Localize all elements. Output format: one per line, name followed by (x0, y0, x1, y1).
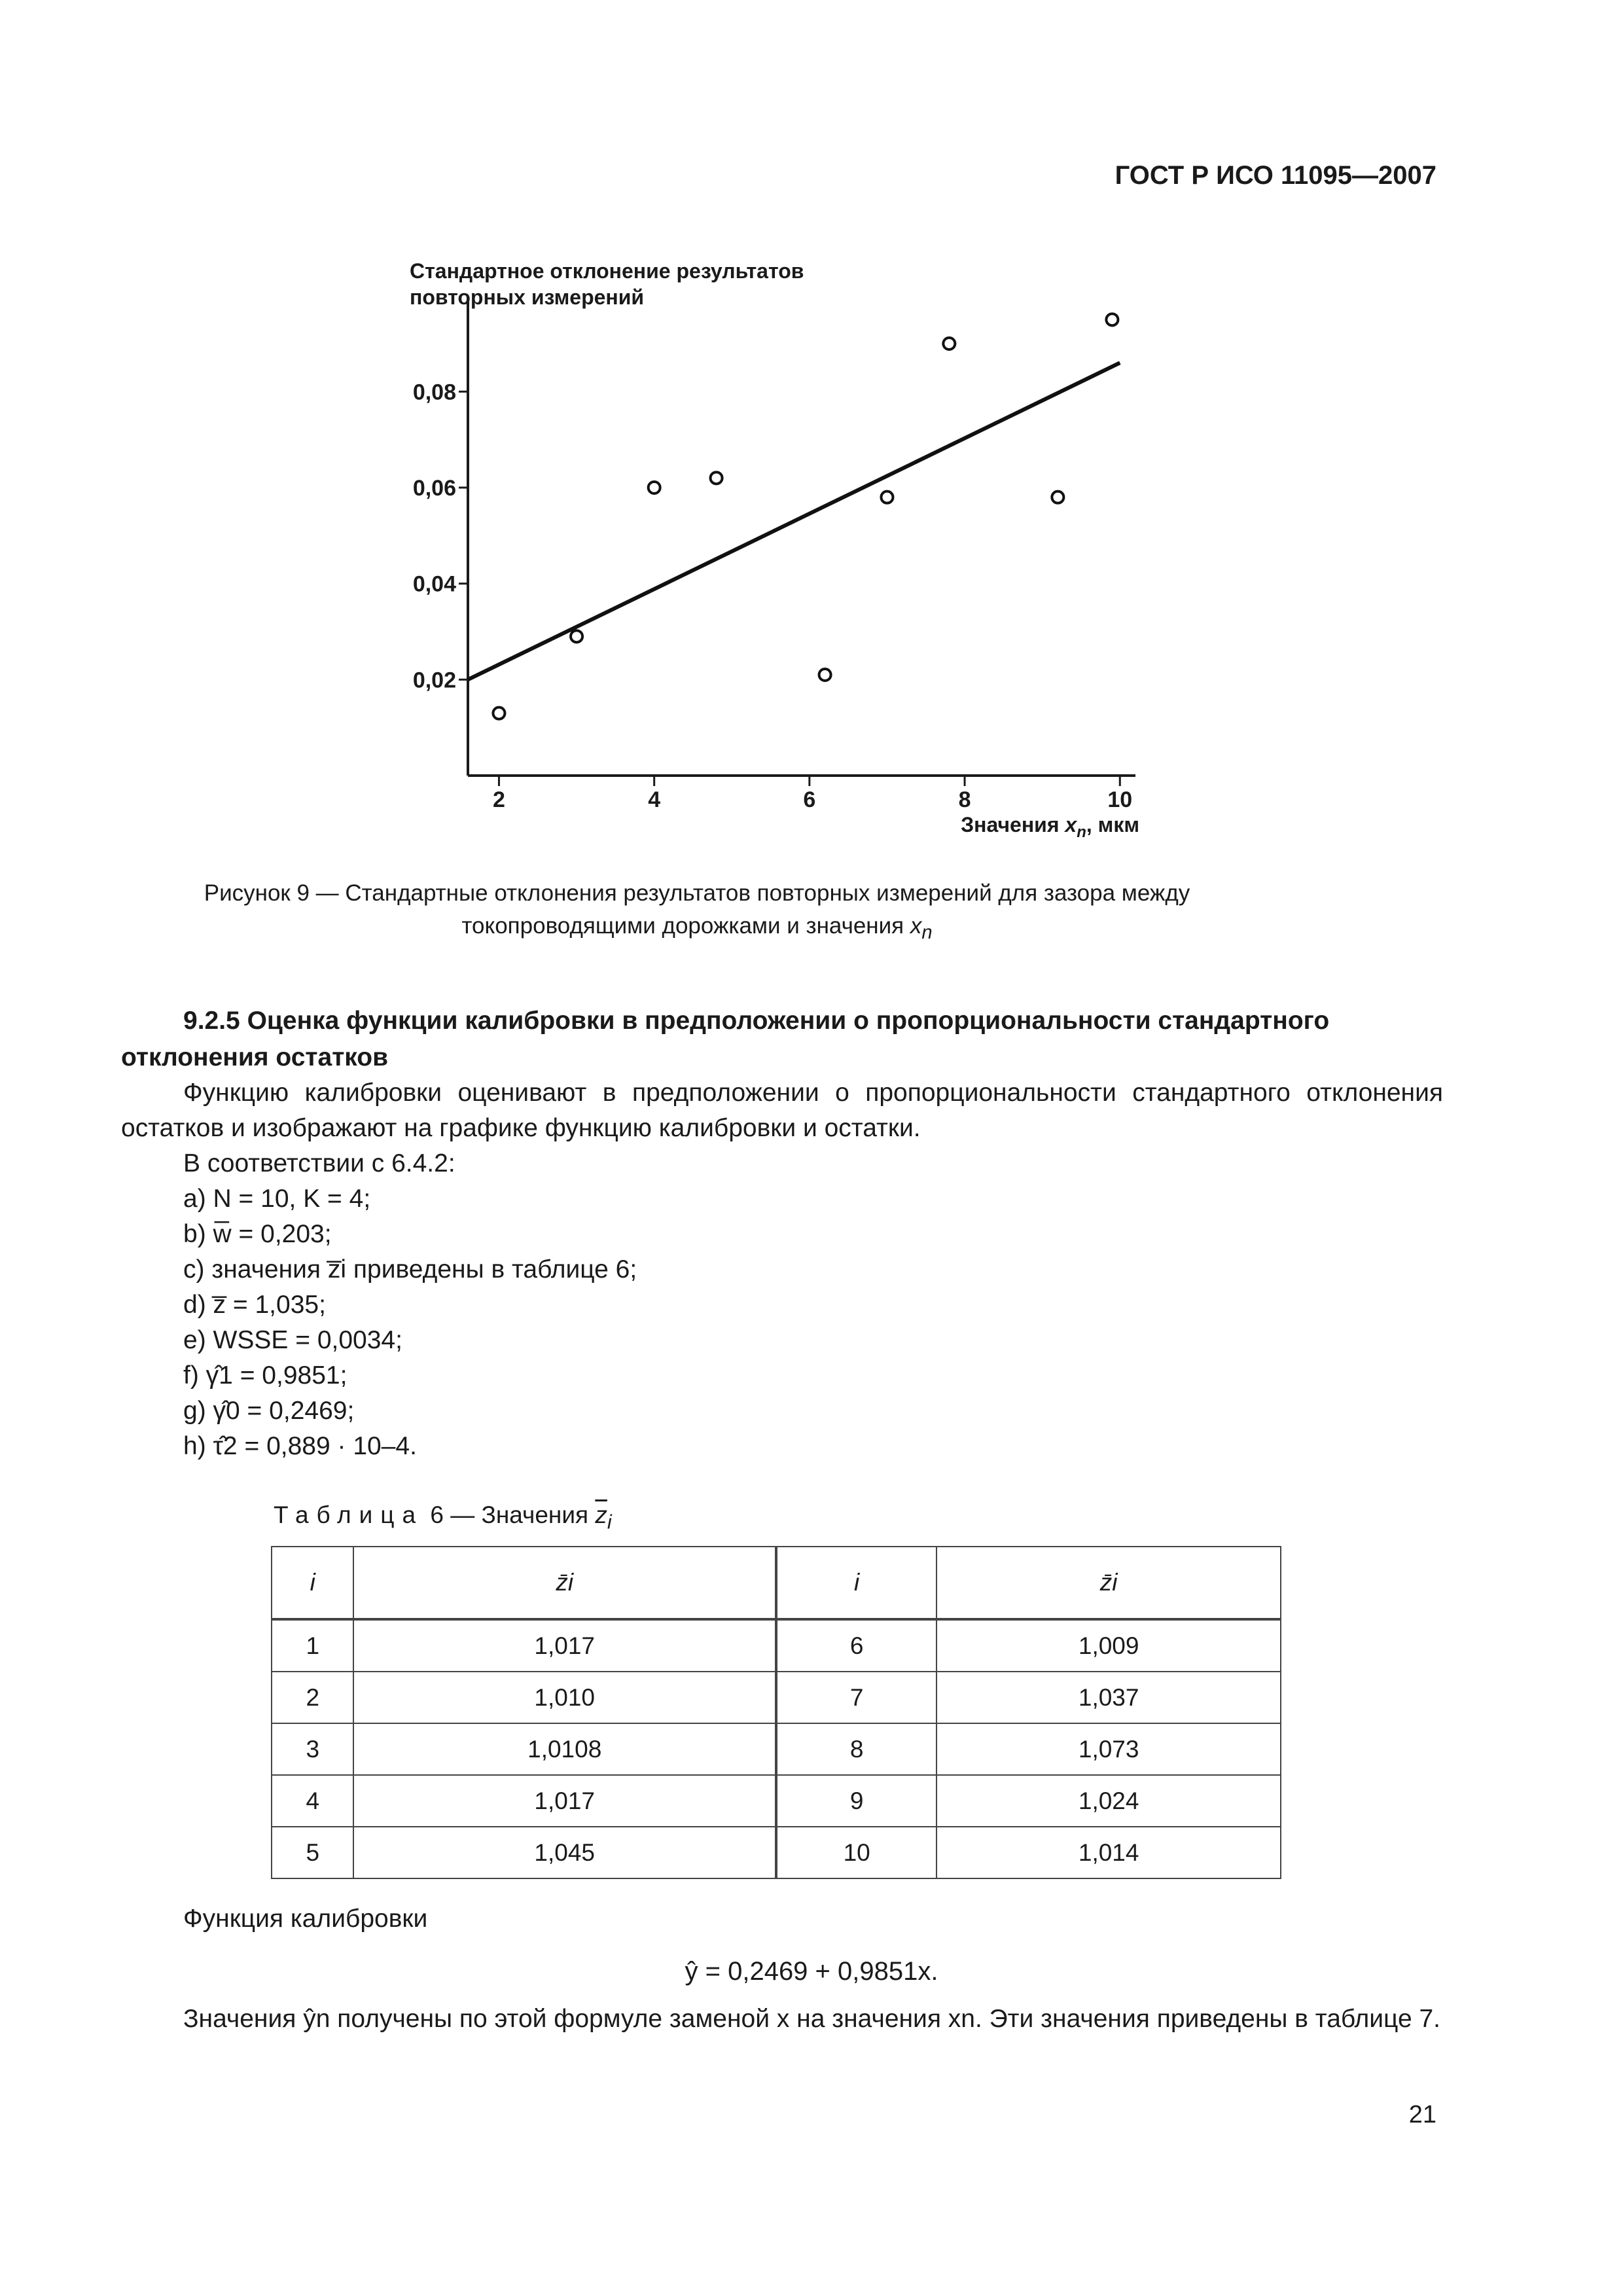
data-point (819, 669, 831, 681)
document-code: ГОСТ Р ИСО 11095—2007 (1115, 161, 1436, 190)
table-cell: 1,045 (353, 1827, 776, 1878)
paragraph-2: В соответствии с 6.4.2: (183, 1149, 455, 1177)
data-point (881, 492, 893, 503)
table-cell: 7 (776, 1672, 936, 1723)
section-title: 9.2.5 Оценка функции калибровки в предположении о пропорциональности стандартного отклонения остатков (121, 1007, 1330, 1071)
calibration-formula: ŷ = 0,2469 + 0,9851x. (685, 1957, 938, 1986)
data-point (943, 338, 955, 350)
table-cell: 1 (272, 1619, 353, 1672)
y-axis-label: Стандартное отклонение результатов (410, 259, 804, 283)
fit-line (468, 363, 1120, 679)
header-cell: z̄i (936, 1547, 1281, 1619)
table-cell: 3 (272, 1723, 353, 1775)
x-tick-label: 4 (648, 787, 661, 812)
x-axis-label: Значения $x_n$, мкм (961, 813, 1139, 841)
table-caption-var: $\overline{z}$ (595, 1501, 607, 1528)
table-caption-text: 6 — Значения (430, 1501, 596, 1528)
table-cell: 9 (776, 1775, 936, 1827)
y-tick-label: 0,08 (412, 380, 456, 405)
table-6 (271, 1546, 1281, 1879)
data-point (649, 482, 660, 493)
table-cell: 1,010 (353, 1672, 776, 1723)
figure-caption-line1: Рисунок 9 — Стандартные отклонения результатов повторных измерений для зазора между (204, 880, 1190, 906)
data-point (493, 708, 505, 719)
calibration-note (121, 2001, 1443, 2037)
table-cell: 6 (776, 1619, 936, 1672)
table-row (272, 1723, 1281, 1775)
y-axis-label: повторных измерений (410, 285, 645, 309)
data-point (711, 472, 722, 484)
section-body (121, 1075, 1443, 1181)
header-cell: i (776, 1547, 936, 1619)
table-cell: 1,073 (936, 1723, 1281, 1775)
x-tick-label: 10 (1107, 787, 1133, 812)
table-caption-sub: i (607, 1510, 612, 1534)
table-cell: 1,017 (353, 1775, 776, 1827)
table-header-row (272, 1547, 1281, 1619)
figure-caption-line2 (111, 910, 1283, 949)
table-row (272, 1619, 1281, 1672)
table-cell: 1,037 (936, 1672, 1281, 1723)
x-tick-label: 8 (958, 787, 971, 812)
table-cell: 1,017 (353, 1619, 776, 1672)
table-row (272, 1827, 1281, 1878)
list-item: f) γ̂1 = 0,9851; (183, 1361, 348, 1390)
table-caption-label: Таблица (274, 1501, 424, 1528)
table-row (272, 1775, 1281, 1827)
calibration-label-text: Функция калибровки (183, 1905, 428, 1933)
paragraph-1: Функцию калибровки оценивают в предположении о пропорциональности стандартного отклонения остатков и изображают на графике функцию калибровки и остатки. (121, 1079, 1443, 1142)
list-item: b) w̅ = 0,203; (183, 1220, 332, 1248)
y-tick-label: 0,02 (412, 668, 456, 693)
table-cell: 1,024 (936, 1775, 1281, 1827)
table-cell: 5 (272, 1827, 353, 1878)
figure-caption-line2-text: токопроводящими дорожками и значения (461, 913, 910, 939)
figure-caption-var: x (910, 913, 922, 939)
figure-caption (111, 877, 1283, 949)
list-item: g) γ̂0 = 0,2469; (183, 1397, 355, 1425)
table-cell: 4 (272, 1775, 353, 1827)
figure-9-chart (366, 252, 1171, 854)
x-tick-label: 6 (803, 787, 816, 812)
y-tick-label: 0,06 (412, 476, 456, 501)
table-cell: 2 (272, 1672, 353, 1723)
data-point (1052, 492, 1063, 503)
parameter-list (183, 1181, 637, 1464)
table-cell: 1,009 (936, 1619, 1281, 1672)
data-point (571, 630, 582, 642)
list-item: e) WSSE = 0,0034; (183, 1326, 402, 1354)
page-number: 21 (1408, 2101, 1436, 2128)
table-cell: 1,0108 (353, 1723, 776, 1775)
table-cell: 8 (776, 1723, 936, 1775)
list-item: d) z̅ = 1,035; (183, 1291, 326, 1319)
table-cell: 1,014 (936, 1827, 1281, 1878)
table-caption (274, 1501, 612, 1534)
header-cell: i (272, 1547, 353, 1619)
table-row (272, 1672, 1281, 1723)
calibration-note-text: Значения ŷn получены по этой формуле заменой x на значения xn. Эти значения приведены в таблице 7. (183, 2005, 1440, 2033)
y-tick-label: 0,04 (412, 571, 456, 597)
list-item: a) N = 10, K = 4; (183, 1185, 371, 1213)
list-item: c) значения z̅i приведены в таблице 6; (183, 1255, 637, 1283)
x-tick-label: 2 (492, 787, 505, 812)
list-item: h) τ̂2 = 0,889 · 10–4. (183, 1432, 417, 1460)
figure-caption-sub: n (921, 922, 933, 943)
table-cell: 10 (776, 1827, 936, 1878)
header-cell: z̄i (353, 1547, 776, 1619)
calibration-label (121, 1901, 1443, 1937)
data-point (1106, 314, 1118, 325)
